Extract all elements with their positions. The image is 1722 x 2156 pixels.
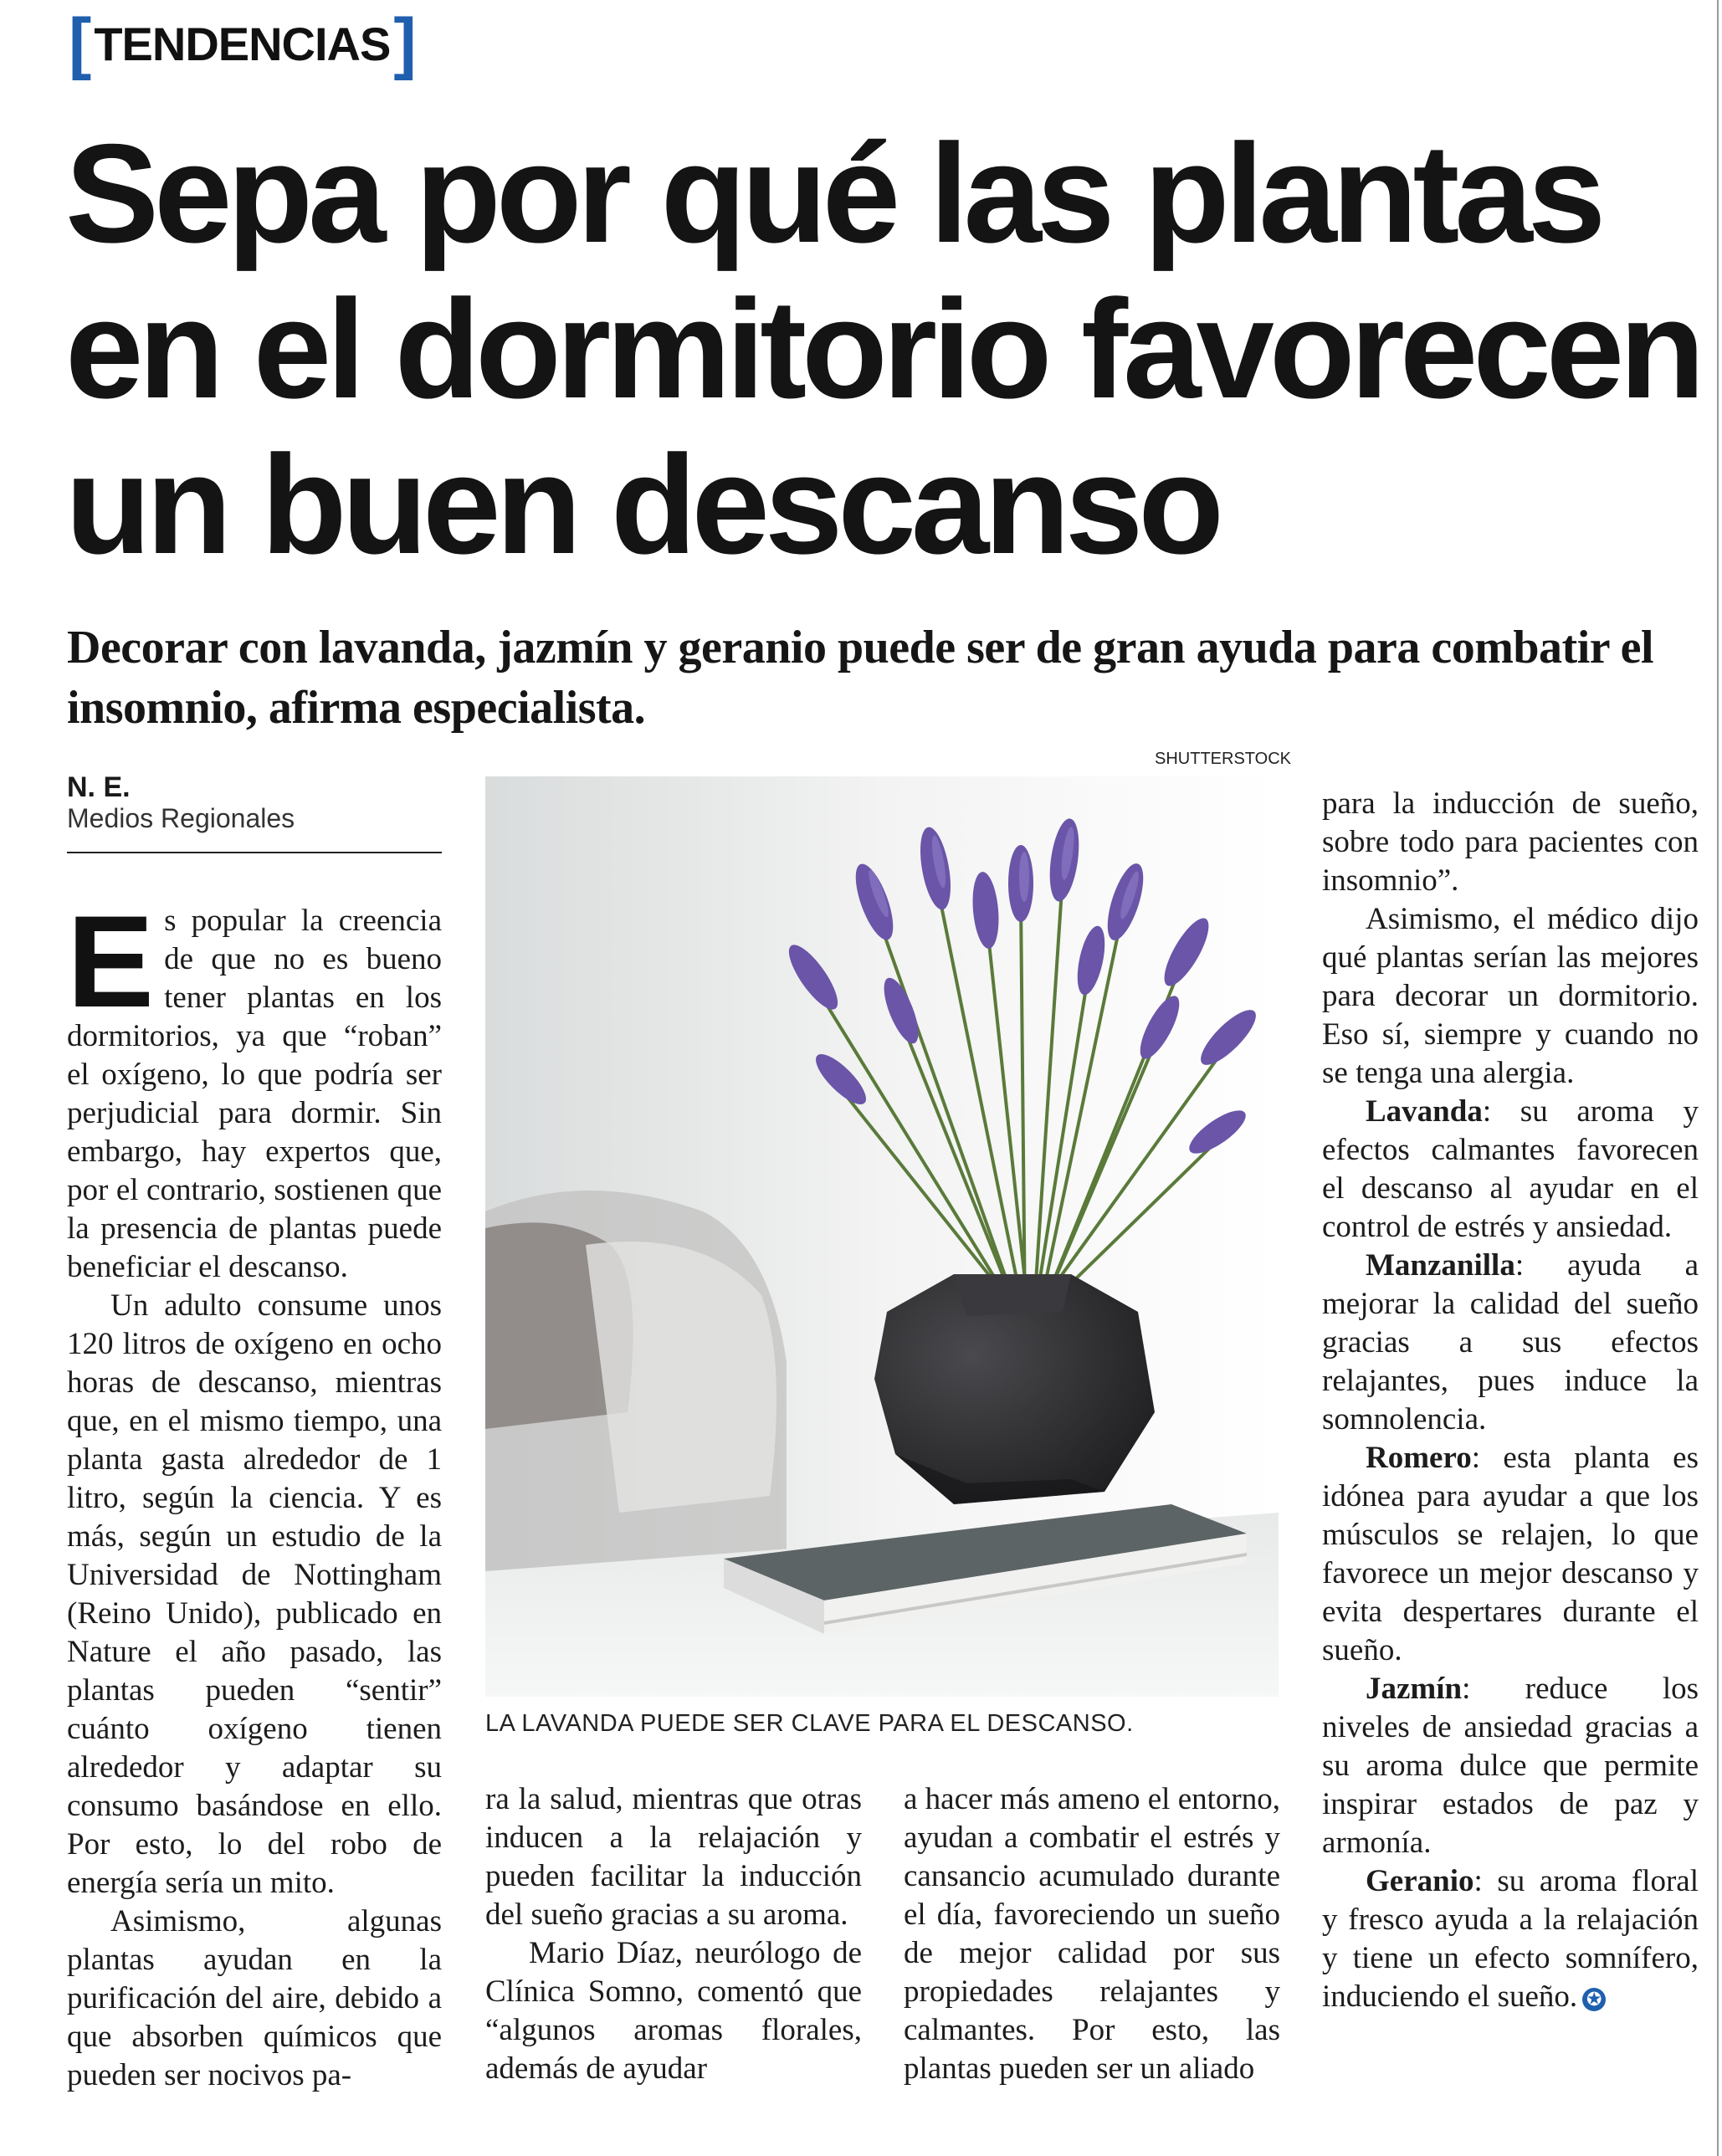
drop-cap: E	[67, 889, 155, 1035]
plant-lavanda	[1322, 1093, 1699, 1247]
plant-name: Manzanilla	[1366, 1248, 1515, 1283]
plant-jazmin	[1322, 1670, 1699, 1862]
section-tag	[65, 5, 419, 81]
paragraph-1-text: s popular la creencia de que no es bueno tener plantas en los dormitorios, ya que “roban” el oxígeno, lo que podría ser perjudicial para dormir. Sin embargo, hay expertos que, por el contrario, sostienen que la presencia de plantas puede beneficiar el descanso.	[67, 904, 442, 1284]
byline-author: N. E.	[67, 771, 131, 803]
plant-text: : esta planta es idónea para ayudar a que los músculos se relajen, lo que favorece un mejor descanso y evita despertares durante el sueño.	[1322, 1441, 1699, 1667]
plant-text: : reduce los niveles de ansiedad gracias a su aroma dulce que permite inspirar estados de paz y armonía.	[1322, 1672, 1699, 1860]
plant-romero	[1322, 1439, 1699, 1670]
body-column-3	[904, 1780, 1280, 2088]
plant-text: : ayuda a mejorar la calidad del sueño gracias a sus efectos relajantes, pues induce la somnolencia.	[1322, 1248, 1699, 1436]
byline-divider	[67, 852, 442, 853]
paragraph-4-middle: a hacer más ameno el entorno, ayudan a combatir el estrés y cansancio acumulado durante el día, favoreciendo un sueño de mejor calidad por sus propiedades relajantes y calmantes. Por esto, las plantas pueden ser un aliado	[904, 1782, 1280, 2086]
lavender-vase-illustration	[485, 776, 1279, 1697]
plant-manzanilla	[1322, 1247, 1699, 1439]
body-column-4	[1322, 785, 1699, 2016]
headline-line-2: en el dormitorio favorecen	[65, 270, 1700, 428]
headline	[65, 115, 1705, 582]
paragraph-2: Un adulto consume unos 120 litros de oxígeno en ocho horas de descanso, mientras que, en el mismo tiempo, una planta gasta alrededor de 1 litro, según la ciencia. Y es más, según un estudio de la Universidad de Nottingham (Reino Unido), publicado en Nature el año pasado, las plantas pueden “sentir” cuánto oxígeno tienen alrededor y adaptar su consumo basándose en ello. Por esto, lo del robo de energía sería un mito.	[67, 1288, 442, 1900]
plant-name: Romero	[1366, 1441, 1472, 1475]
plant-name: Lavanda	[1366, 1094, 1483, 1129]
body-column-2	[485, 1780, 862, 2088]
bracket-close: ]	[393, 5, 416, 81]
plant-name: Jazmín	[1366, 1672, 1463, 1706]
paragraph-4-start: Mario Díaz, neurólogo de Clínica Somno, comentó que “algunos aromas florales, además de ayudar	[485, 1936, 862, 2086]
page-edge-line	[1717, 0, 1719, 2156]
photo-caption: LA LAVANDA PUEDE SER CLAVE PARA EL DESCANSO.	[485, 1710, 1134, 1737]
headline-line-1: Sepa por qué las plantas	[65, 115, 1602, 272]
subtitle: Decorar con lavanda, jazmín y geranio puede ser de gran ayuda para combatir el insomnio, afirma especialista.	[67, 622, 1654, 734]
paragraph-5: Asimismo, el médico dijo qué plantas serían las mejores para decorar un dormitorio. Eso sí, siempre y cuando no se tenga una alergia.	[1322, 902, 1699, 1090]
body-column-1	[67, 889, 442, 2095]
plant-text: : su aroma floral y fresco ayuda a la relajación y tiene un efecto somnífero, induciendo el sueño.	[1322, 1864, 1699, 2014]
photo-credit: SHUTTERSTOCK	[1155, 750, 1291, 768]
bracket-open: [	[69, 5, 91, 81]
plant-text: : su aroma y efectos calmantes favorecen el descanso al ayudar en el control de estrés y ansiedad.	[1322, 1094, 1699, 1244]
paragraph-3-start: Asimismo, algunas plantas ayudan en la purificación del aire, debido a que absorben químicos que pueden ser nocivos pa-	[67, 1904, 442, 2092]
headline-line-3: un buen descanso	[65, 426, 1219, 583]
paragraph-1	[67, 889, 442, 1287]
end-of-article-star-icon: ✪	[1582, 1988, 1606, 2011]
paragraph-4-end: para la inducción de sueño, sobre todo para pacientes con insomnio”.	[1322, 786, 1699, 898]
section-label: TENDENCIAS	[94, 17, 391, 70]
byline-outlet: Medios Regionales	[67, 803, 295, 833]
plant-geranio	[1322, 1862, 1699, 2016]
paragraph-3-end: ra la salud, mientras que otras inducen a la relajación y pueden facilitar la inducción del sueño gracias a su aroma.	[485, 1782, 862, 1932]
plant-name: Geranio	[1366, 1864, 1474, 1898]
lavender-photo	[485, 776, 1279, 1697]
